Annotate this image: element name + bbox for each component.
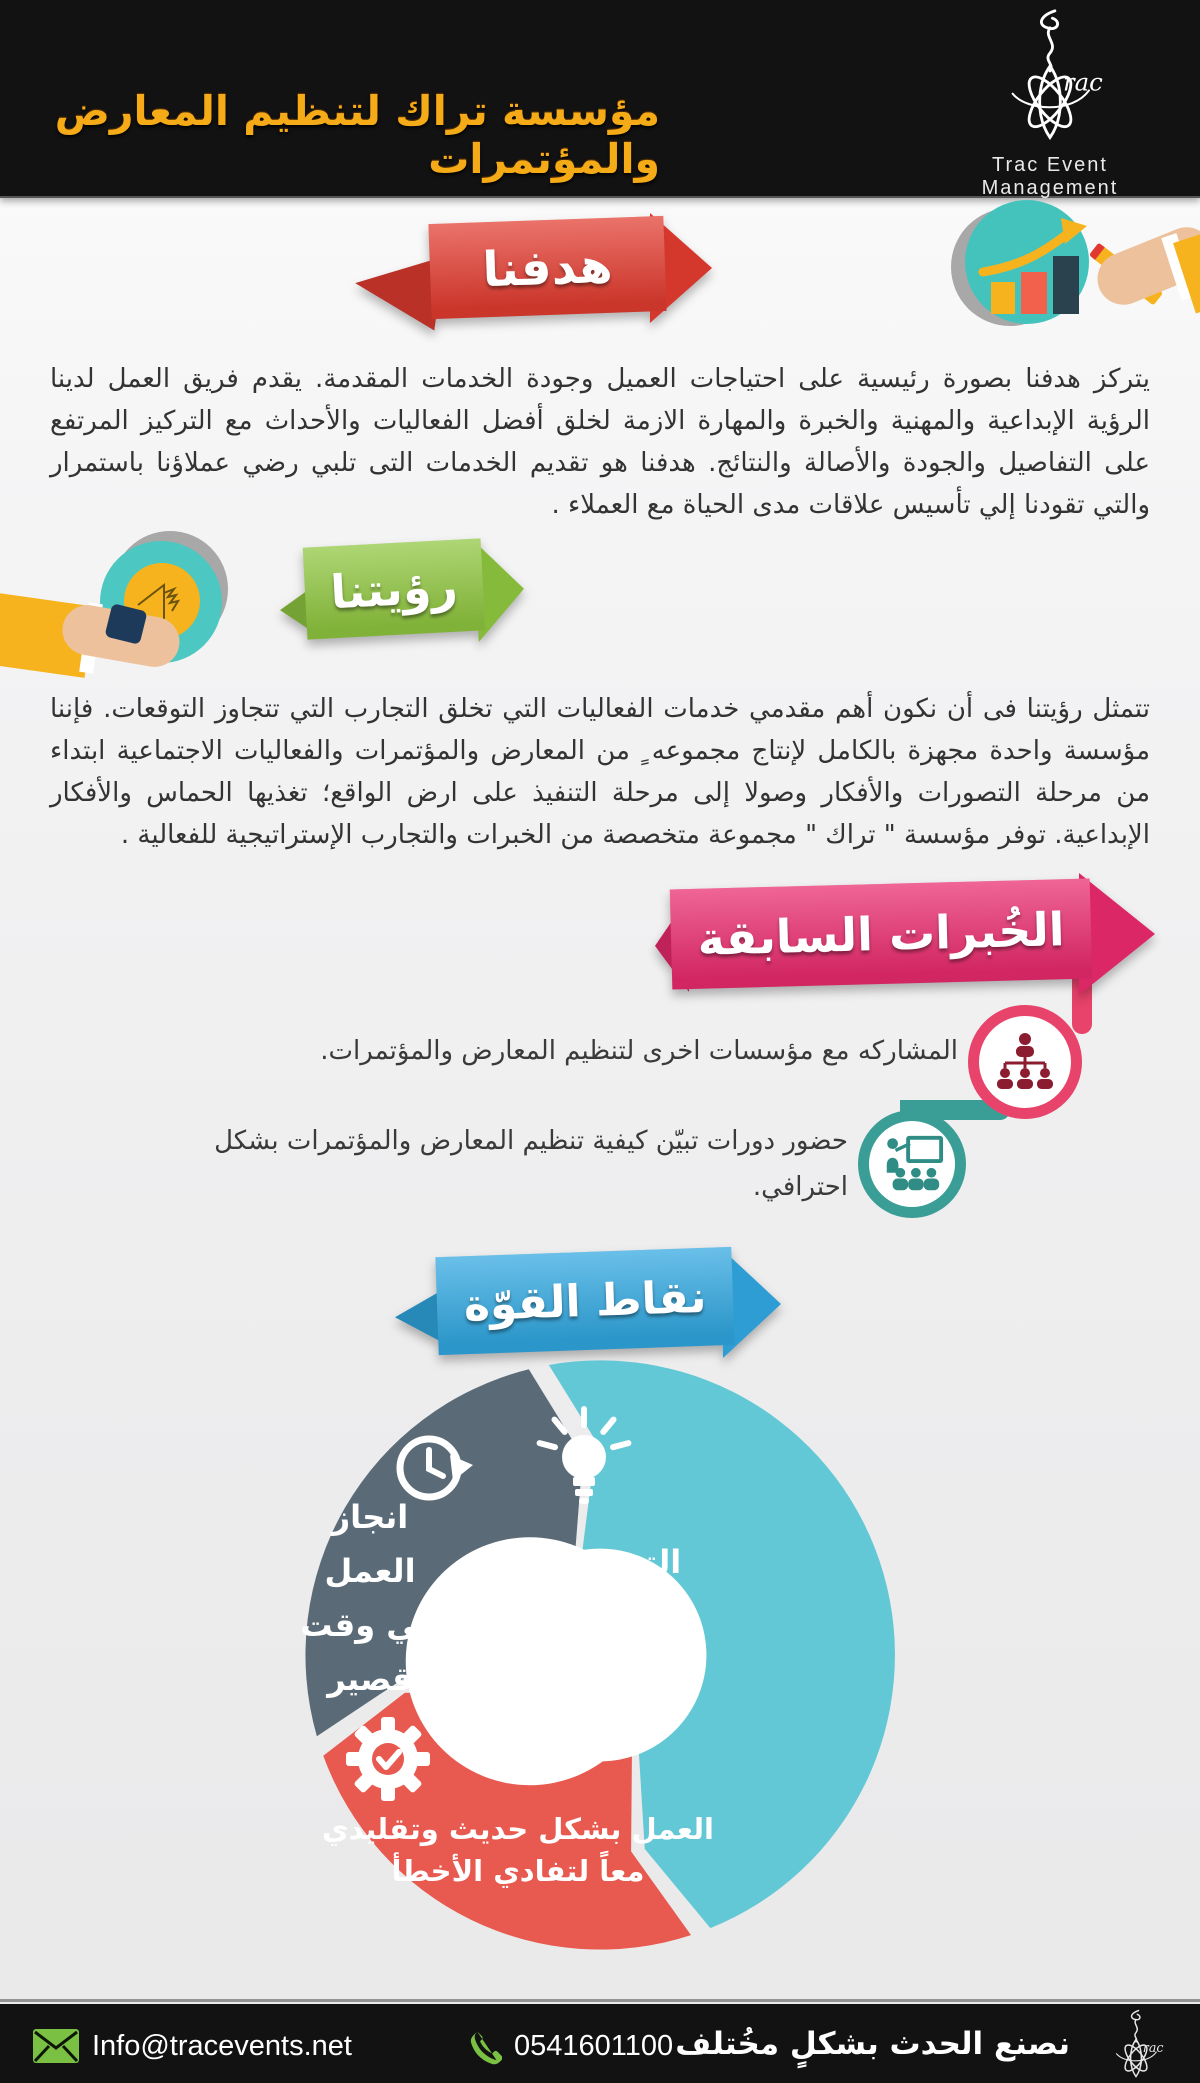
footer-slogan: نصنع الحدث بشكلٍ مخُتلف (675, 2026, 1070, 2062)
trac-logo-icon (985, 6, 1115, 144)
phone-icon (466, 2029, 502, 2065)
vision-paragraph: تتمثل رؤيتنا فى أن نكون أهم مقدمي خدمات الفعاليات التي تخلق التجارب التي تتجاوز التوقعات. فإننا مؤسسة واحدة مجهزة بالكامل لإنتاج مجموعه ٍ من المعارض والمؤتمرات والفعاليات الاجتماعية ابتداء من مرحلة التصورات والأفكار وصولا إلى مرحلة التنفيذ على ارض الواقع؛ تغذيها الحماس والأفكار الإبداعية. توفر مؤسسة " تراك " مجموعة متخصصة من الخبرات والتجارب الإستراتيجية للفعالية . (50, 694, 1150, 850)
experience-heading: الخُبرات السابقة (670, 879, 1092, 990)
chart-bar-yellow (991, 282, 1015, 314)
vision-illustration (0, 515, 250, 680)
trac-logo (930, 4, 1170, 199)
experience-item-1-badge (968, 1005, 1082, 1119)
strengths-cycle-diagram (290, 1345, 910, 1965)
footer-divider (0, 1999, 1200, 2002)
experience-item-2-line-1: حضور دورات تبيّن كيفية تنظيم المعارض والمؤتمرات بشكل (214, 1126, 848, 1156)
goal-illustration (935, 194, 1200, 334)
training-presentation-icon (879, 1133, 945, 1195)
experience-item-2-text (68, 1118, 848, 1210)
gear-check-icon (342, 1713, 434, 1805)
lightbulb-icon (529, 1405, 639, 1517)
envelope-icon (32, 2028, 80, 2064)
strength-time-label: انجاز العمل في وقت قصير (300, 1498, 440, 1698)
strength-method-label: العمل بشكل حديث وتقليدي معاً لتفادي الأخطأ (322, 1812, 714, 1888)
experience-item-2-badge (858, 1110, 966, 1218)
header-bar (0, 0, 1200, 198)
trac-logo-small (1098, 2008, 1174, 2080)
vision-heading: رؤيتنا (303, 538, 486, 639)
growth-arrow-icon (977, 214, 1092, 279)
experience-item-2-line-2: احترافي. (752, 1172, 848, 1202)
org-chart-icon (993, 1030, 1057, 1094)
experience-item-1-text: المشاركه مع مؤسسات اخرى لتنظيم المعارض والمؤتمرات. (320, 1036, 958, 1066)
experience-ribbon (655, 868, 1160, 998)
page-title: مؤسسة تراك لتنظيم المعارض والمؤتمرات (54, 87, 660, 184)
footer-email: Info@tracevents.net (92, 2030, 352, 2062)
goal-paragraph: يتركز هدفنا بصورة رئيسية على احتياجات العميل وجودة الخدمات المقدمة. يقدم فريق العمل لدينا الرؤية الإبداعية والمهنية والخبرة والمهارة الازمة لخلق أفضل الفعاليات والأحداث مع التركيز المرتفع على التفاصيل والجودة والأصالة والنتائج. هدفنا هو تقديم الخدمات التى تلبي رضي عملاؤنا باستمرار والتي تقودنا إلي تأسيس علاقات مدى الحياة مع العملاء . (50, 364, 1150, 520)
strength-creativity-label: التميز والابداع و الدقه (576, 1543, 695, 1689)
footer-bar (0, 2004, 1200, 2083)
footer-phone: 0541601100 (514, 2030, 674, 2062)
goal-heading: هدفنا (428, 216, 666, 319)
strengths-heading: نقاط القوّة (435, 1247, 734, 1355)
goal-ribbon (335, 205, 715, 330)
logo-caption: Trac Event Management (981, 154, 1119, 199)
vision-ribbon (280, 525, 530, 650)
